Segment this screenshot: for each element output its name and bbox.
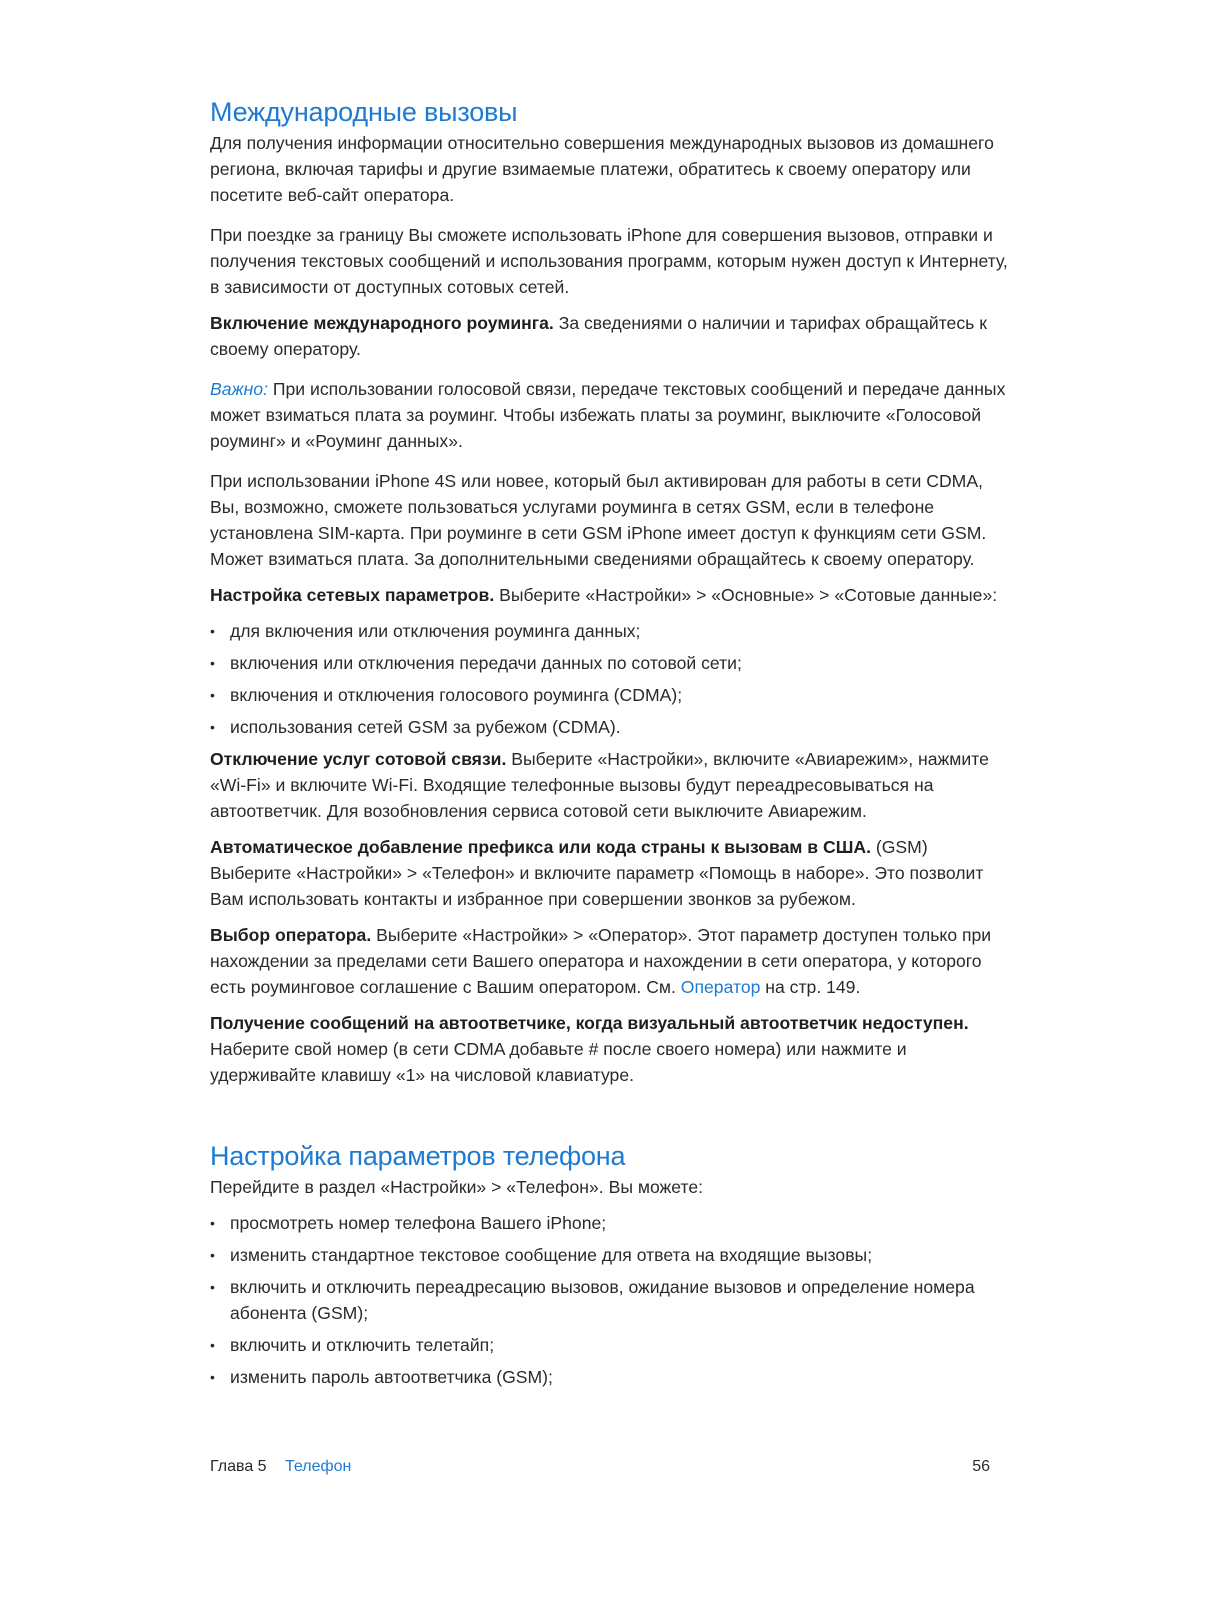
intro-paragraph: Для получения информации относительно совершения международных вызовов из домашнего региона, включая тарифы и другие взимаемые платежи, обратитесь к своему оператору или посетите веб-сайт оператора. xyxy=(210,133,994,205)
bullet-icon: • xyxy=(210,719,215,735)
main-content xyxy=(210,94,1010,1396)
cellular-off-text: Выберите «Настройки», включите «Авиарежим», нажмите «Wi-Fi» и включите Wi-Fi. Входящие телефонные вызовы будут переадресовываться на автоответчик. Для возобновления сервиса сотовой сети выключите Авиарежим. xyxy=(210,749,989,821)
list-item: • включения и отключения голосового роуминга (CDMA); xyxy=(210,682,1010,708)
carrier-heading: Выбор оператора. xyxy=(210,925,372,945)
prefix-text: (GSM) Выберите «Настройки» > «Телефон» и включите параметр «Помощь в наборе». Это позволит Вам использовать контакты и избранное при совершении звонков за рубежом. xyxy=(210,837,984,909)
roaming-paragraph xyxy=(210,310,1010,362)
section-title-international-calls: Международные вызовы xyxy=(210,97,518,127)
phone-settings-list xyxy=(210,1210,1010,1390)
bullet-icon: • xyxy=(210,1369,215,1385)
voicemail-heading: Получение сообщений на автоответчике, когда визуальный автоответчик недоступен. xyxy=(210,1013,969,1033)
bullet-icon: • xyxy=(210,687,215,703)
roaming-heading: Включение международного роуминга. xyxy=(210,313,554,333)
section-title-phone-settings: Настройка параметров телефона xyxy=(210,1141,626,1171)
roaming-text: За сведениями о наличии и тарифах обращайтесь к своему оператору. xyxy=(210,313,987,359)
important-label: Важно: xyxy=(210,379,268,399)
list-item: • включить и отключить телетайп; xyxy=(210,1332,1010,1358)
carrier-paragraph xyxy=(210,922,1010,1000)
network-heading: Настройка сетевых параметров. xyxy=(210,585,495,605)
travel-paragraph: При поездке за границу Вы сможете использовать iPhone для совершения вызовов, отправки и получения текстовых сообщений и использования программ, которым нужен доступ к Интернету, в зависимости от доступных сотовых сетей. xyxy=(210,225,1008,297)
prefix-paragraph xyxy=(210,834,1010,912)
prefix-heading: Автоматическое добавление префикса или кода страны к вызовам в США. xyxy=(210,837,871,857)
bullet-icon: • xyxy=(210,1247,215,1263)
phone-settings-intro: Перейдите в раздел «Настройки» > «Телефон». Вы можете: xyxy=(210,1177,704,1197)
network-text: Выберите «Настройки» > «Основные» > «Сотовые данные»: xyxy=(499,585,998,605)
important-paragraph xyxy=(210,376,1010,454)
important-text: При использовании голосовой связи, передаче текстовых сообщений и передаче данных может взиматься плата за роуминг. Чтобы избежать платы за роуминг, выключите «Голосовой роуминг» и «Роуминг данных». xyxy=(210,379,1006,451)
voicemail-text: Наберите свой номер (в сети CDMA добавьте # после своего номера) или нажмите и удерживайте клавишу «1» на числовой клавиатуре. xyxy=(210,1039,907,1085)
list-item: • включения или отключения передачи данных по сотовой сети; xyxy=(210,650,1010,676)
carrier-text: Выберите «Настройки» > «Оператор». Этот параметр доступен только при нахождении за пределами сети Вашего оператора и нахождении в сети оператора, у которого есть роуминговое соглашение с Вашим оператором. См. xyxy=(210,925,992,997)
footer-chapter-link[interactable]: Телефон xyxy=(285,1458,352,1475)
bullet-icon: • xyxy=(210,1337,215,1353)
page-footer xyxy=(210,1456,990,1478)
bullet-icon: • xyxy=(210,1279,215,1295)
carrier-link[interactable]: Оператор xyxy=(680,977,761,997)
list-item: • включить и отключить переадресацию вызовов, ожидание вызовов и определение номера абонента (GSM); xyxy=(210,1274,1010,1326)
bullet-icon: • xyxy=(210,655,215,671)
cellular-off-heading: Отключение услуг сотовой связи. xyxy=(210,749,507,769)
carrier-tail: на стр. 149. xyxy=(765,977,861,997)
network-paragraph xyxy=(210,582,1010,608)
list-item: • для включения или отключения роуминга данных; xyxy=(210,618,1010,644)
cdma-paragraph: При использовании iPhone 4S или новее, который был активирован для работы в сети CDMA, Вы, возможно, сможете пользоваться услугами роуминга в сетях GSM, если в телефоне установлена SIM-карта. При роуминге в сети GSM iPhone имеет доступ к функциям сети GSM. Может взиматься плата. За дополнительными сведениями обращайтесь к своему оператору. xyxy=(210,471,987,569)
bullet-icon: • xyxy=(210,623,215,639)
list-item: • изменить стандартное текстовое сообщение для ответа на входящие вызовы; xyxy=(210,1242,1010,1268)
bullet-icon: • xyxy=(210,1215,215,1231)
footer-chapter: Глава 5 xyxy=(210,1458,267,1475)
list-item: • просмотреть номер телефона Вашего iPhone; xyxy=(210,1210,1010,1236)
voicemail-paragraph xyxy=(210,1010,1010,1088)
list-item: • использования сетей GSM за рубежом (CDMA). xyxy=(210,714,1010,740)
list-item: • изменить пароль автоответчика (GSM); xyxy=(210,1364,1010,1390)
network-list xyxy=(210,618,1010,740)
cellular-off-paragraph xyxy=(210,746,1010,824)
page-number: 56 xyxy=(972,1458,990,1475)
phone-settings-section xyxy=(210,1138,1010,1390)
